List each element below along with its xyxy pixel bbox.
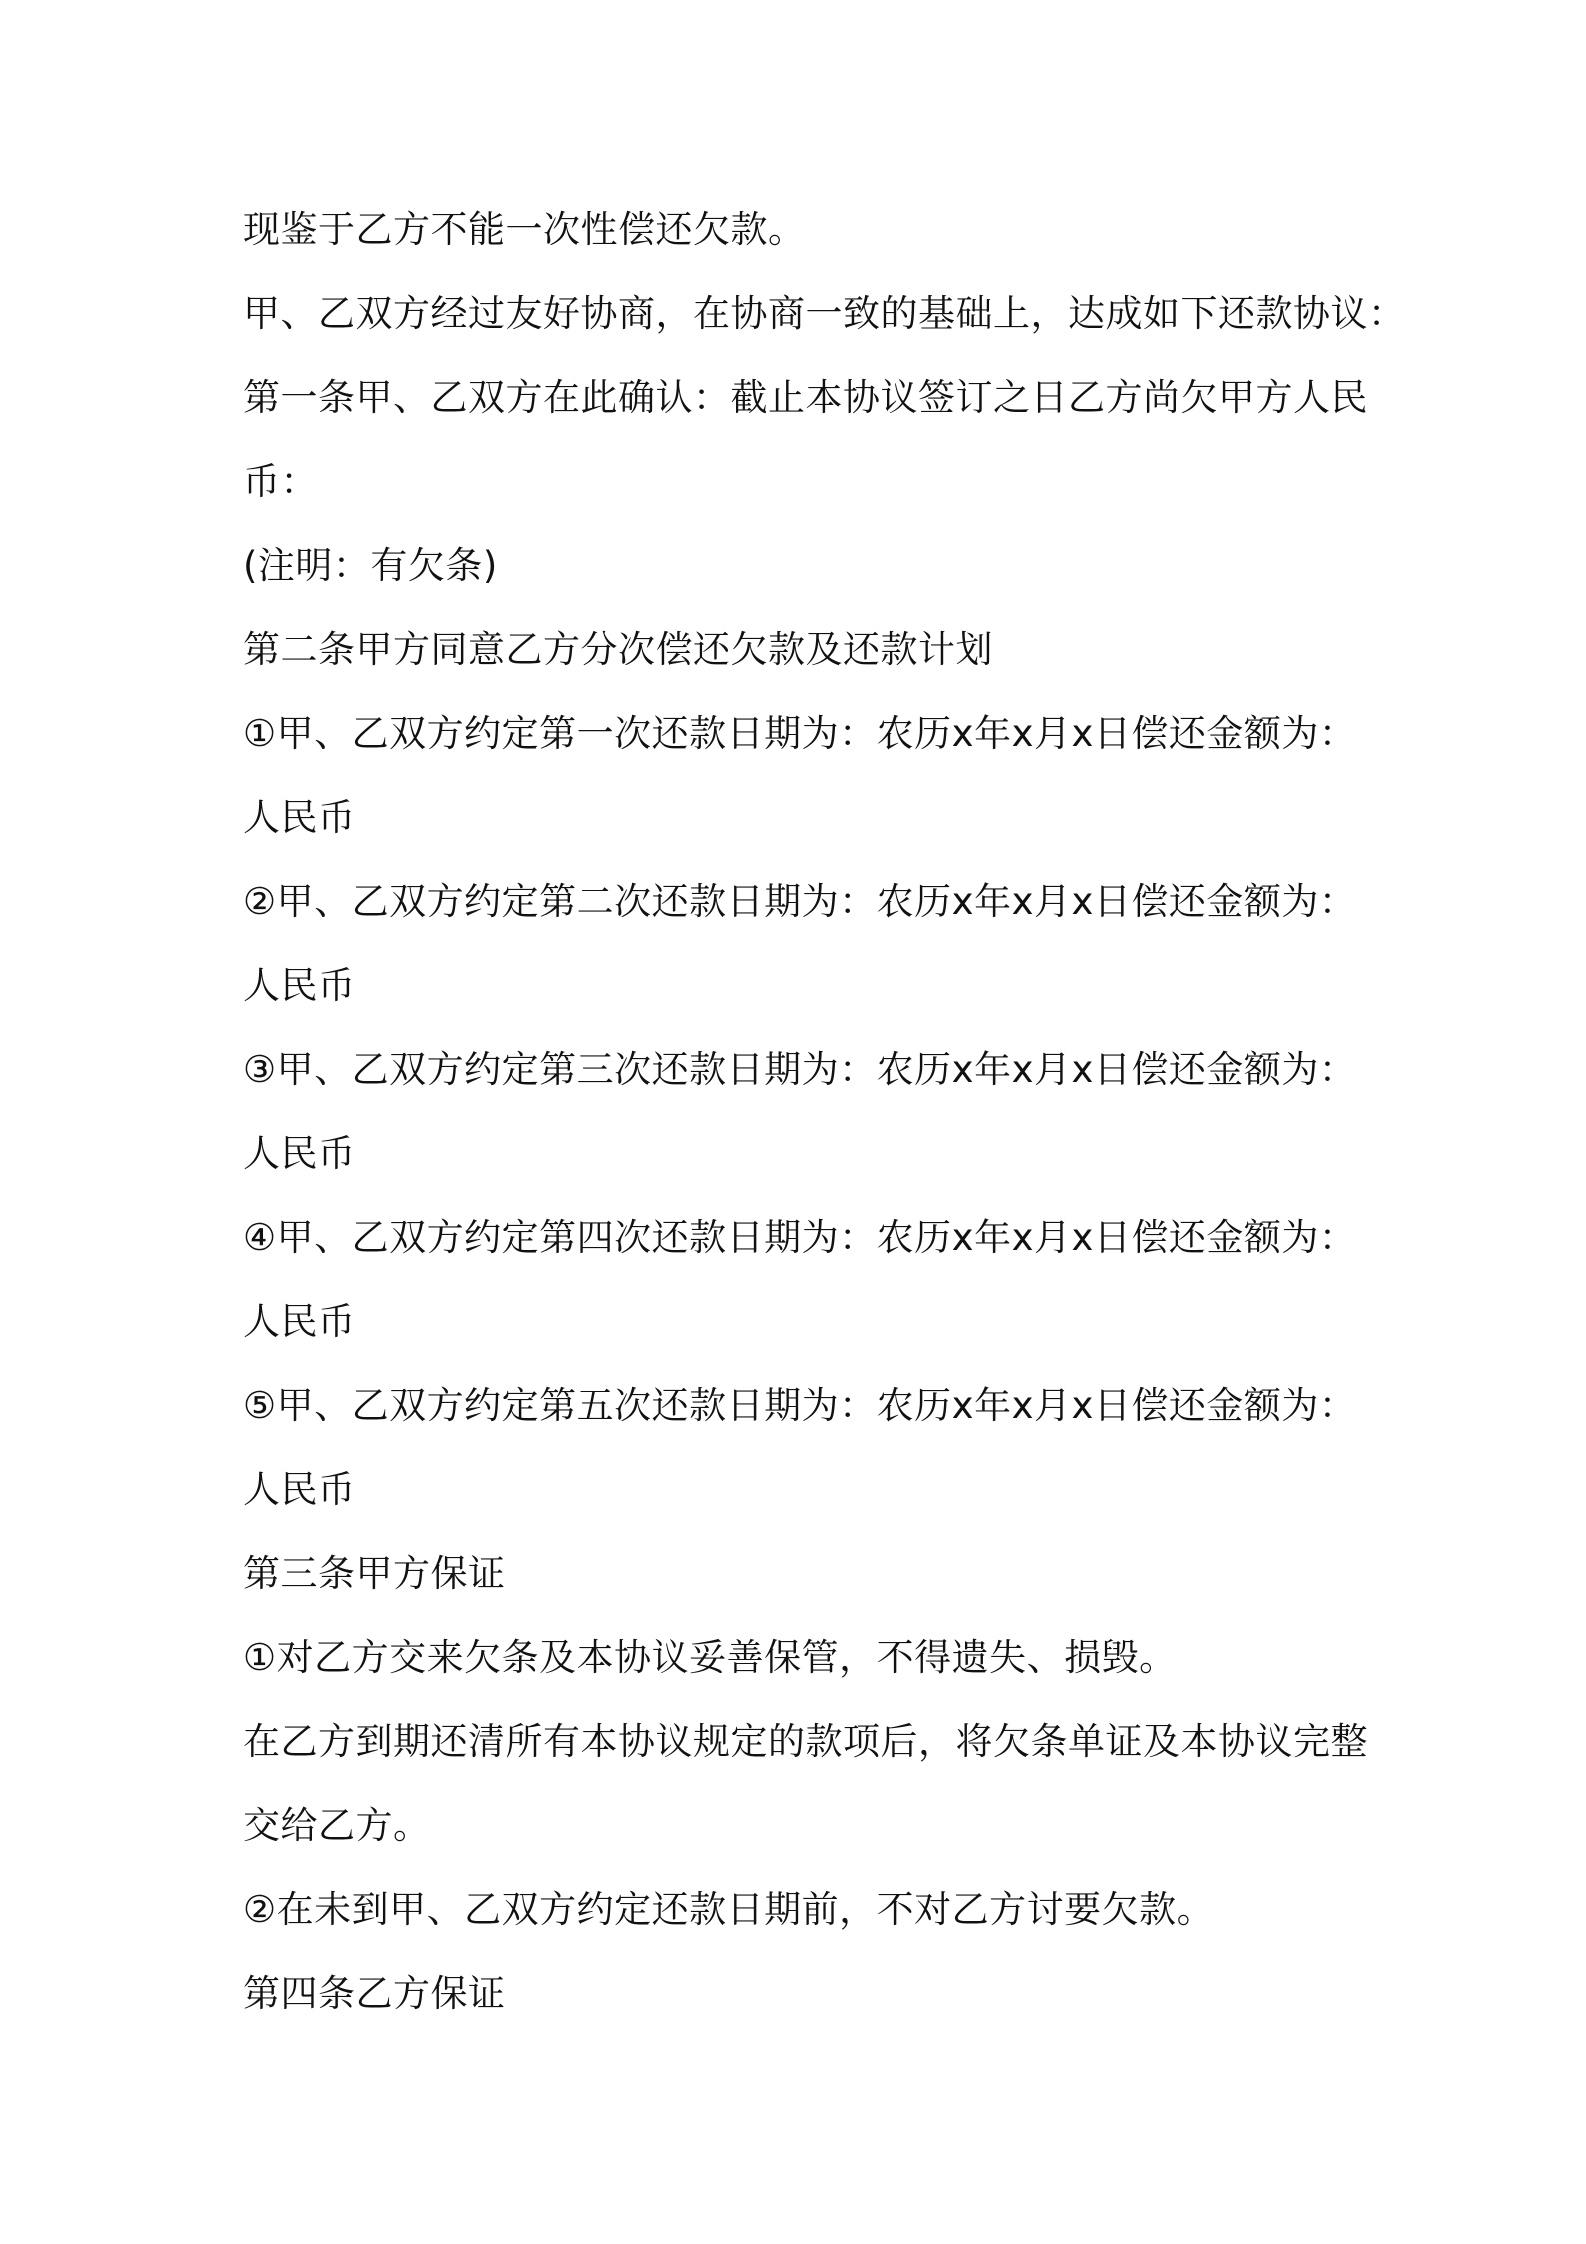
text-line: (注明：有欠条) (243, 544, 498, 587)
text-line: ②甲、乙双方约定第二次还款日期为：农历x年x月x日偿还金额为： (243, 880, 1357, 923)
text-line: 现鉴于乙方不能一次性偿还欠款。 (243, 208, 806, 251)
text-line: 甲、乙双方经过友好协商，在协商一致的基础上，达成如下还款协议： (243, 292, 1406, 335)
text-line: 交给乙方。 (243, 1804, 431, 1847)
text-line: 第一条甲、乙双方在此确认：截止本协议签订之日乙方尚欠甲方人民 (243, 376, 1368, 419)
article-heading: 第三条甲方保证 (243, 1552, 506, 1595)
article-heading: 第四条乙方保证 (243, 1972, 506, 2015)
document-body (243, 200, 1406, 2048)
text-line: 币： (243, 460, 318, 503)
text-line: 在乙方到期还清所有本协议规定的款项后，将欠条单证及本协议完整 (243, 1720, 1368, 1763)
text-line: 人民币 (243, 1468, 356, 1511)
text-line: ①对乙方交来欠条及本协议妥善保管，不得遗失、损毁。 (243, 1636, 1177, 1679)
text-line: ④甲、乙双方约定第四次还款日期为：农历x年x月x日偿还金额为： (243, 1216, 1357, 1259)
text-line: 人民币 (243, 964, 356, 1007)
text-line: 人民币 (243, 796, 356, 839)
text-line: 人民币 (243, 1300, 356, 1343)
text-line: ①甲、乙双方约定第一次还款日期为：农历x年x月x日偿还金额为： (243, 712, 1357, 755)
text-line: ⑤甲、乙双方约定第五次还款日期为：农历x年x月x日偿还金额为： (243, 1384, 1357, 1427)
article-heading: 第二条甲方同意乙方分次偿还欠款及还款计划 (243, 628, 993, 671)
text-line: ②在未到甲、乙双方约定还款日期前，不对乙方讨要欠款。 (243, 1888, 1215, 1931)
text-line: 人民币 (243, 1132, 356, 1175)
text-line: ③甲、乙双方约定第三次还款日期为：农历x年x月x日偿还金额为： (243, 1048, 1357, 1091)
